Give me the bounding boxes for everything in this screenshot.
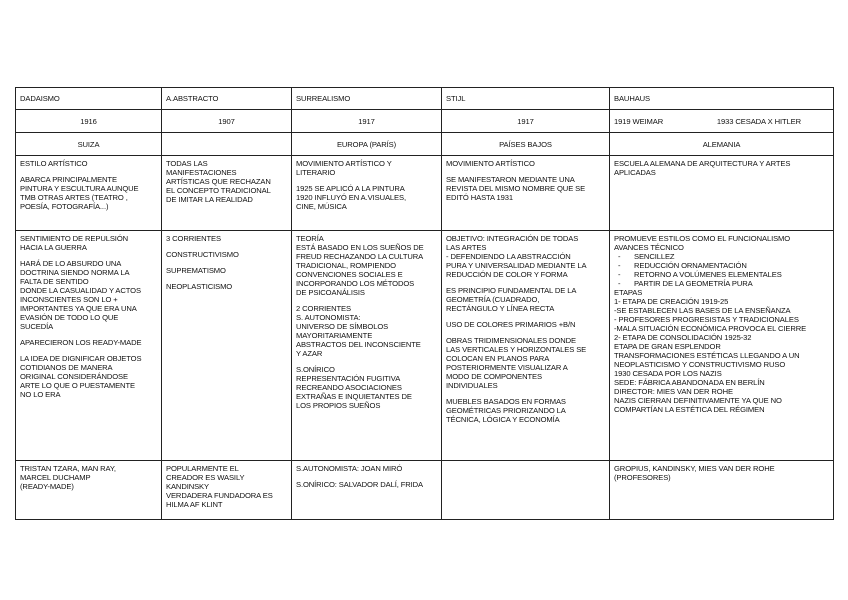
people-row bbox=[16, 460, 834, 519]
year-abstracto: 1907 bbox=[162, 110, 292, 133]
text-block: TEORÍA ESTÁ BASADO EN LOS SUEÑOS DE FREUD RECHAZANDO LA CULTURA TRADICIONAL, ROMPIENDO CONVENCIONES SOCIALES E INCORPORANDO LOS MÉTODOS DE PSICOANÁLISIS bbox=[296, 234, 424, 298]
text-block: S.ONÍRICO: SALVADOR DALÍ, FRIDA bbox=[296, 479, 424, 489]
people-bauhaus bbox=[610, 460, 834, 519]
text-block: ABARCA PRINCIPALMENTE PINTURA Y ESCULTURA AUNQUE TMB OTRAS ARTES (TEATRO , POESÍA, FOTOGRAFÍA...) bbox=[20, 175, 139, 212]
bauhaus-bullet: - REDUCCIÓN ORNAMENTACIÓN bbox=[614, 261, 829, 270]
text-block: CONSTRUCTIVISMO bbox=[166, 250, 239, 260]
text-block: TODAS LAS MANIFESTACIONES ARTÍSTICAS QUE RECHAZAN EL CONCEPTO TRADICIONAL DE IMITAR LA REALIDAD bbox=[166, 159, 271, 205]
text-block: MUEBLES BASADOS EN FORMAS GEOMÉTRICAS PRIORIZANDO LA TÉCNICA, LÓGICA Y ECONOMÍA bbox=[446, 397, 566, 425]
year-bauhaus-start: 1919 WEIMAR bbox=[614, 116, 664, 126]
text-block: ES PRINCIPIO FUNDAMENTAL DE LA GEOMETRÍA (CUADRADO, RECTÁNGULO Y LÍNEA RECTA bbox=[446, 286, 577, 314]
detail-abstracto bbox=[162, 231, 292, 461]
text-block: GROPIUS, KANDINSKY, MIES VAN DER ROHE (PROFESORES) bbox=[614, 463, 775, 482]
year-bauhaus bbox=[610, 110, 834, 133]
text-block: 3 CORRIENTES bbox=[166, 234, 221, 244]
detail-bauhaus bbox=[610, 231, 834, 461]
people-dadaismo bbox=[16, 460, 162, 519]
year-bauhaus-end: 1933 CESADA X HITLER bbox=[716, 116, 801, 126]
text-block: SUPREMATISMO bbox=[166, 266, 226, 276]
definition-stijl bbox=[442, 156, 610, 231]
definition-bauhaus bbox=[610, 156, 834, 231]
bauhaus-stages: ETAPAS 1- ETAPA DE CREACIÓN 1919-25 -SE ESTABLECEN LAS BASES DE LA ENSEÑANZA - PROFESORES PROGRESISTAS Y TRADICIONALES -MALA SITUACIÓN ECONÓMICA PROVOCA EL CIERRE 2- ETAPA DE CONSOLIDACIÓN 1925-32 ETAPA DE GRAN ESPLENDOR TRANSFORMACIONES ESTÉTICAS LLEGANDO A UN NEOPLASTICISMO Y CONSTRUCTIVISMO RUSO 1930 CESADA POR LOS NAZIS SEDE: FÁBRICA ABANDONADA EN BERLÍN DIRECTOR: MIES VAN DER ROHE NAZIS CIERRAN DEFINITIVAMENTE YA QUE NO COMPARTÍAN LA ESTÉTICA DEL RÉGIMEN bbox=[614, 288, 807, 415]
text-block: SE MANIFESTARON MEDIANTE UNA REVISTA DEL MISMO NOMBRE QUE SE EDITÓ HASTA 1931 bbox=[446, 175, 586, 203]
detail-dadaismo bbox=[16, 231, 162, 461]
year-dadaismo: 1916 bbox=[16, 110, 162, 133]
place-dadaismo: SUIZA bbox=[16, 133, 162, 156]
text-block: POPULARMENTE EL CREADOR ES WASILY KANDINSKY VERDADERA FUNDADORA ES HILMA AF KLINT bbox=[166, 463, 273, 509]
text-block: APARECIERON LOS READY-MADE bbox=[20, 338, 142, 348]
header-abstracto: A.ABSTRACTO bbox=[162, 88, 292, 110]
place-surrealismo: EUROPA (PARÍS) bbox=[292, 133, 442, 156]
bauhaus-intro: PROMUEVE ESTILOS COMO EL FUNCIONALISMO AVANCES TÉCNICO bbox=[614, 234, 791, 253]
year-row bbox=[16, 110, 834, 133]
text-block: OBRAS TRIDIMENSIONALES DONDE LAS VERTICALES Y HORIZONTALES SE COLOCAN EN PLANOS PARA POSTERIORMENTE VISUALIZAR A MODO DE COMPONENTES INDIVIDUALES bbox=[446, 336, 587, 391]
text-block: MOVIMIENTO ARTÍSTICO Y LITERARIO bbox=[296, 159, 392, 178]
text-block: OBJETIVO: INTEGRACIÓN DE TODAS LAS ARTES - DEFENDIENDO LA ABSTRACCIÓN PURA Y UNIVERSALIDAD MEDIANTE LA REDUCCIÓN DE COLOR Y FORMA bbox=[446, 234, 587, 280]
detail-row bbox=[16, 231, 834, 461]
text-block: ESCUELA ALEMANA DE ARQUITECTURA Y ARTES APLICADAS bbox=[614, 159, 791, 178]
header-row bbox=[16, 88, 834, 110]
bauhaus-bullet: - PARTIR DE LA GEOMETRÍA PURA bbox=[614, 279, 829, 288]
detail-surrealismo bbox=[292, 231, 442, 461]
place-row bbox=[16, 133, 834, 156]
place-bauhaus: ALEMANIA bbox=[610, 133, 834, 156]
place-stijl: PAÍSES BAJOS bbox=[442, 133, 610, 156]
people-abstracto bbox=[162, 460, 292, 519]
text-block: ESTILO ARTÍSTICO bbox=[20, 159, 88, 169]
text-block: NEOPLASTICISMO bbox=[166, 282, 233, 292]
art-movements-table bbox=[15, 87, 834, 520]
bauhaus-bullet: - SENCILLEZ bbox=[614, 252, 829, 261]
definition-dadaismo bbox=[16, 156, 162, 231]
header-dadaismo: DADAISMO bbox=[16, 88, 162, 110]
text-block: 1925 SE APLICÓ A LA PINTURA 1920 INFLUYÓ EN A.VISUALES, CINE, MÚSICA bbox=[296, 184, 406, 212]
place-abstracto bbox=[162, 133, 292, 156]
people-stijl bbox=[442, 460, 610, 519]
text-block: LA IDEA DE DIGNIFICAR OBJETOS COTIDIANOS DE MANERA ORIGINAL CONSIDERÁNDOSE ARTE LO QUE O PUESTAMENTE NO LO ERA bbox=[20, 354, 142, 400]
text-block: S.ONÍRICO REPRESENTACIÓN FUGITIVA RECREANDO ASOCIACIONES EXTRAÑAS E INQUIETANTES DE LOS PROPIOS SUEÑOS bbox=[296, 365, 412, 411]
text-block: 2 CORRIENTES S. AUTONOMISTA: UNIVERSO DE SÍMBOLOS MAYORITARIAMENTE ABSTRACTOS DEL INCONSCIENTE Y AZAR bbox=[296, 304, 421, 359]
definition-surrealismo bbox=[292, 156, 442, 231]
year-stijl: 1917 bbox=[442, 110, 610, 133]
text-block: USO DE COLORES PRIMARIOS +B/N bbox=[446, 320, 576, 330]
text-block: TRISTAN TZARA, MAN RAY, MARCEL DUCHAMP (READY-MADE) bbox=[20, 463, 116, 491]
definition-row bbox=[16, 156, 834, 231]
bauhaus-bullet: - RETORNO A VOLÚMENES ELEMENTALES bbox=[614, 270, 829, 279]
text-block: MOVIMIENTO ARTÍSTICO bbox=[446, 159, 535, 169]
header-bauhaus: BAUHAUS bbox=[610, 88, 834, 110]
text-block: S.AUTONOMISTA: JOAN MIRÓ bbox=[296, 463, 403, 473]
text-block: HARÁ DE LO ABSURDO UNA DOCTRINA SIENDO NORMA LA FALTA DE SENTIDO DONDE LA CASUALIDAD Y ACTOS INCONSCIENTES SON LO + IMPORTANTES YA QUE ERA UNA EVASIÓN DE TODO LO QUE SUCEDÍA bbox=[20, 259, 141, 332]
year-surrealismo: 1917 bbox=[292, 110, 442, 133]
detail-stijl bbox=[442, 231, 610, 461]
text-block: SENTIMIENTO DE REPULSIÓN HACIA LA GUERRA bbox=[20, 234, 129, 253]
header-stijl: STIJL bbox=[442, 88, 610, 110]
definition-abstracto bbox=[162, 156, 292, 231]
people-surrealismo bbox=[292, 460, 442, 519]
header-surrealismo: SURREALISMO bbox=[292, 88, 442, 110]
